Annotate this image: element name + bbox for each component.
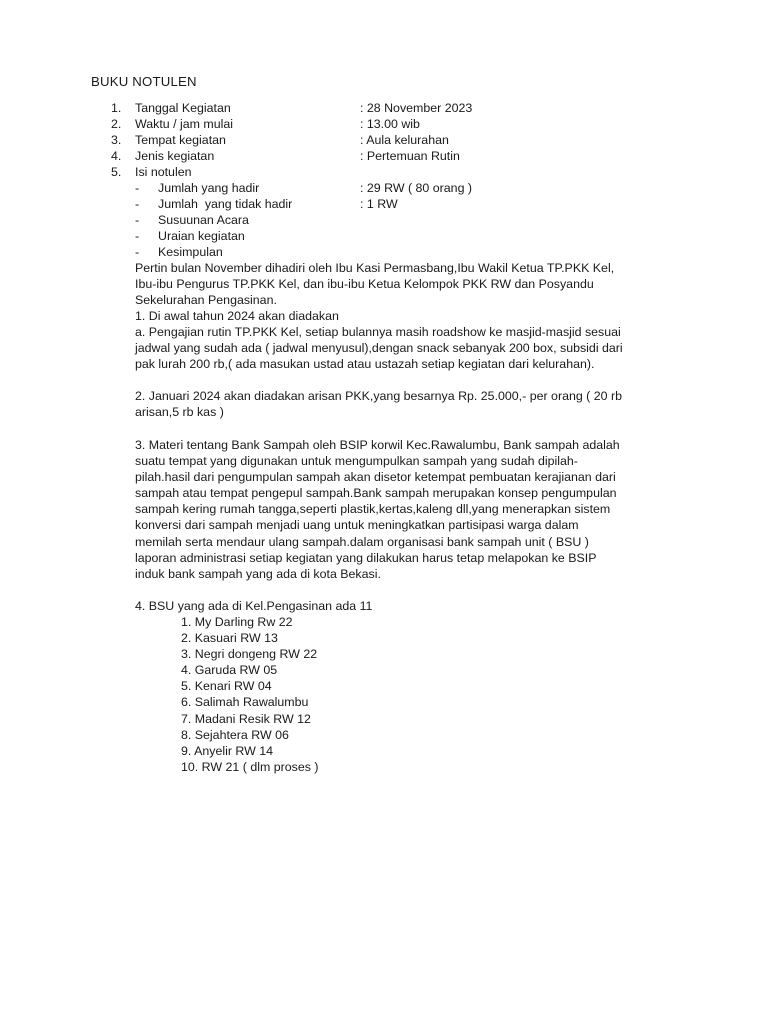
item-value: : Aula kelurahan xyxy=(360,133,449,147)
sub-item-value: : 29 RW ( 80 orang ) xyxy=(360,181,473,195)
dash-bullet: - xyxy=(135,245,140,259)
sub-item-label: Jumlah yang tidak hadir xyxy=(158,197,293,211)
item-label: Isi notulen xyxy=(135,165,192,179)
item-label: Waktu / jam mulai xyxy=(135,117,233,131)
sub-item-label: Uraian kegiatan xyxy=(158,229,245,243)
item-number: 5. xyxy=(111,165,122,179)
item-value: : Pertemuan Rutin xyxy=(360,149,460,163)
text-line: suatu tempat yang digunakan untuk mengumpulkan sampah yang sudah dipilah- xyxy=(135,454,578,469)
dash-bullet: - xyxy=(135,197,140,211)
sub-item-label: Kesimpulan xyxy=(158,245,223,259)
point-3-paragraph xyxy=(135,437,695,582)
item-label: Tempat kegiatan xyxy=(135,133,226,147)
list-item: 10. RW 21 ( dlm proses ) xyxy=(181,759,319,774)
text-line: Ibu-ibu Pengurus TP.PKK Kel, dan ibu-ibu Ketua Kelompok PKK RW dan Posyandu xyxy=(135,277,594,292)
text-line: 2. Januari 2024 akan diadakan arisan PKK,yang besarnya Rp. 25.000,- per orang ( 20 rb xyxy=(135,389,622,403)
text-line: sampah kering rumah tangga,seperti plastik,kertas,kaleng dll,yang menerapkan sistem xyxy=(135,502,611,517)
list-item: 5. Kenari RW 04 xyxy=(181,679,272,694)
sub-item-label: Susuunan Acara xyxy=(158,213,249,227)
text-line: sampah atau tempat pengepul sampah.Bank sampah merupakan konsep pengumpulan xyxy=(135,486,617,501)
list-item: 3. Negri dongeng RW 22 xyxy=(181,647,318,662)
point-4-title: 4. BSU yang ada di Kel.Pengasinan ada 11 xyxy=(135,599,373,613)
point-1-paragraph xyxy=(135,308,695,372)
text-line: jadwal yang sudah ada ( jadwal menyusul),dengan snack sebanyak 200 box, subsidi dari xyxy=(135,341,623,356)
list-item: 7. Madani Resik RW 12 xyxy=(181,711,311,726)
item-label: Tanggal Kegiatan xyxy=(135,101,231,115)
text-line: pilah.hasil dari pengumpulan sampah akan disetor ketempat pembuatan kerajianan dari xyxy=(135,470,616,485)
list-item: 2. Kasuari RW 13 xyxy=(181,631,278,646)
text-line: Pertin bulan November dihadiri oleh Ibu Kasi Permasbang,Ibu Wakil Ketua TP.PKK Kel, xyxy=(135,261,615,275)
text-line: induk bank sampah yang ada di kota Bekasi. xyxy=(135,566,381,581)
document-title: BUKU NOTULEN xyxy=(91,74,197,89)
item-value: : 28 November 2023 xyxy=(360,101,473,115)
dash-bullet: - xyxy=(135,181,140,195)
list-item: 8. Sejahtera RW 06 xyxy=(181,727,289,742)
list-item: 4. Garuda RW 05 xyxy=(181,663,278,678)
item-number: 2. xyxy=(111,117,122,131)
sub-item-value: : 1 RW xyxy=(360,197,398,211)
text-line: laporan administrasi setiap kegiatan yang dilakukan harus tetap melapokan ke BSIP xyxy=(135,550,597,565)
item-number: 3. xyxy=(111,133,122,147)
list-item: 6. Salimah Rawalumbu xyxy=(181,695,309,710)
point-2-paragraph xyxy=(135,388,695,420)
item-number: 4. xyxy=(111,149,122,163)
item-label: Jenis kegiatan xyxy=(135,149,215,163)
list-item: 1. My Darling Rw 22 xyxy=(181,615,293,629)
text-line: konversi dari sampah menjadi uang untuk meningkatkan partisipasi warga dalam xyxy=(135,518,579,533)
intro-paragraph xyxy=(135,260,695,308)
dash-bullet: - xyxy=(135,229,140,243)
sub-item-label: Jumlah yang hadir xyxy=(158,181,260,195)
item-value: : 13.00 wib xyxy=(360,117,420,131)
text-line: arisan,5 rb kas ) xyxy=(135,405,224,420)
item-number: 1. xyxy=(111,101,122,115)
bsu-list xyxy=(181,614,319,775)
text-line: memilah serta mendaur ulang sampah.dalam organisasi bank sampah unit ( BSU ) xyxy=(135,534,589,549)
text-line: 1. Di awal tahun 2024 akan diadakan xyxy=(135,309,339,323)
text-line: a. Pengajian rutin TP.PKK Kel, setiap bulannya masih roadshow ke masjid-masjid sesuai xyxy=(135,325,621,340)
text-line: pak lurah 200 rb,( ada masukan ustad atau ustazah setiap kegiatan dari kelurahan). xyxy=(135,357,595,372)
text-line: Sekelurahan Pengasinan. xyxy=(135,293,277,308)
text-line: 3. Materi tentang Bank Sampah oleh BSIP korwil Kec.Rawalumbu, Bank sampah adalah xyxy=(135,438,620,452)
dash-bullet: - xyxy=(135,213,140,227)
list-item: 9. Anyelir RW 14 xyxy=(181,743,274,758)
